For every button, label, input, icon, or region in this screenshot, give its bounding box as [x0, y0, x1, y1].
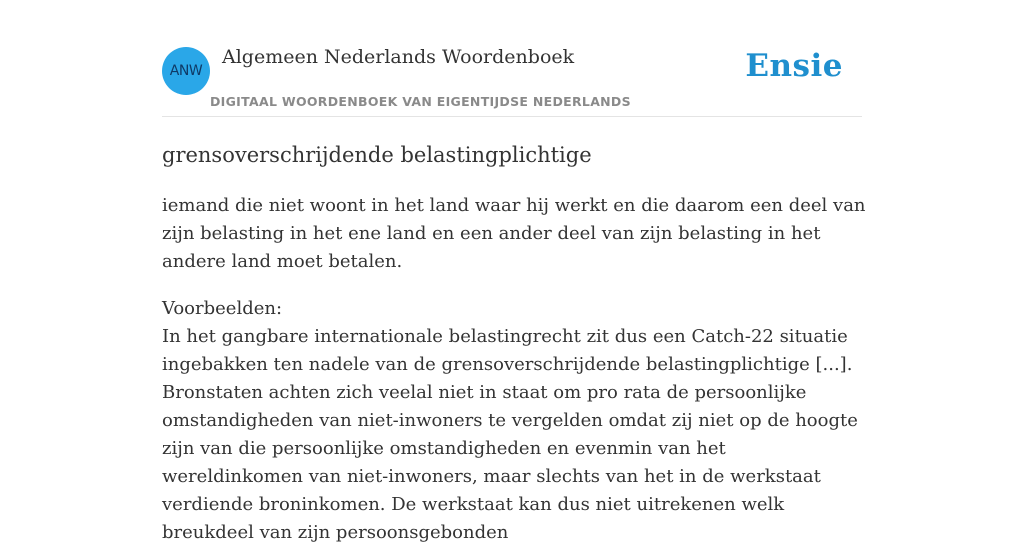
definition: iemand die niet woont in het land waar hij werkt en die daarom een deel van zijn belasting in het ene land en een ander deel van zijn belasting in het andere land moet betalen.: [162, 195, 866, 272]
headword: grensoverschrijdende belastingplichtige: [162, 143, 592, 167]
example-text: In het gangbare internationale belastingrecht zit dus een Catch-22 situatie ingebakken ten nadele van de grensoverschrijdende belastingplichtige [...]. Bronstaten achten zich veelal niet in staat om pro rata de persoonlijke omstandigheden van niet-inwoners te vergelden omdat zij niet op de hoogte zijn van die persoonlijke omstandigheden en evenmin van het wereldinkomen van niet-inwoners, maar slechts van het in de werkstaat verdiende broninkomen. De werkstaat kan dus niet uitrekenen welk breukdeel van zijn persoonsgebonden: [162, 326, 858, 543]
site-header: [162, 44, 862, 117]
entry-content: [162, 138, 867, 547]
ensie-logo[interactable]: Ensie: [745, 48, 843, 84]
examples-label: Voorbeelden:: [162, 298, 283, 319]
site-title[interactable]: Algemeen Nederlands Woordenboek: [222, 46, 575, 68]
anw-logo[interactable]: ANW: [162, 47, 210, 95]
site-subtitle: DIGITAAL WOORDENBOEK VAN EIGENTIJDSE NEDERLANDS: [210, 94, 631, 109]
